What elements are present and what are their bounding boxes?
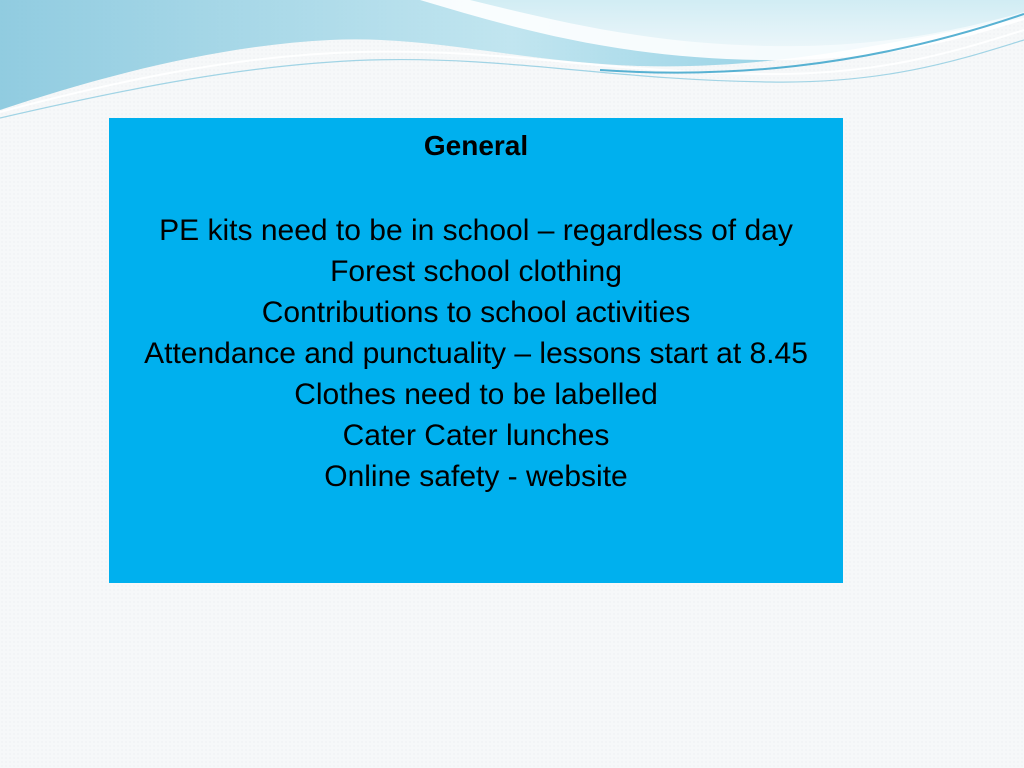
- spacer: [109, 164, 843, 210]
- list-item: Online safety - website: [324, 460, 628, 493]
- header-wave-decoration: [0, 0, 1024, 130]
- list-item: PE kits need to be in school – regardless of day: [159, 214, 793, 247]
- content-box: [109, 118, 843, 583]
- list-item: Attendance and punctuality – lessons start at 8.45: [144, 337, 808, 370]
- box-title: General: [423, 130, 529, 161]
- list-item: Forest school clothing: [330, 255, 622, 288]
- item-list: [131, 210, 821, 497]
- list-item: Contributions to school activities: [261, 296, 691, 329]
- list-item: Clothes need to be labelled: [294, 378, 658, 411]
- list-item: Cater Cater lunches: [342, 419, 610, 452]
